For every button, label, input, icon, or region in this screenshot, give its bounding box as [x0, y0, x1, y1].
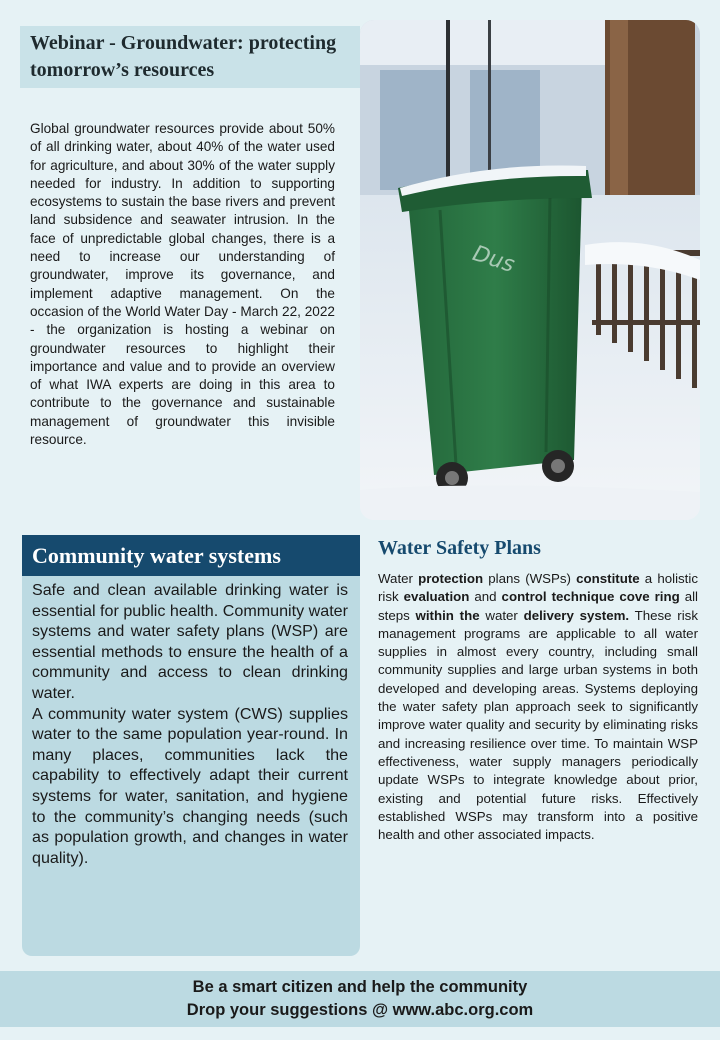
- wsp-run-bold: constitute: [576, 571, 640, 586]
- wsp-run: a holistic risk: [378, 571, 698, 605]
- community-body: [32, 580, 348, 868]
- wsp-run: water: [479, 607, 524, 623]
- footer-line-2: Drop your suggestions @ www.abc.org.com: [186, 1001, 534, 1019]
- webinar-body: Global groundwater resources provide about 50% of all drinking water, about 40% of the water used for agriculture, and about 30% of the water supply needed for industry. In addition to supporting ecosystems to sustain the base rivers and prevent land subsidence and seawater intrusion. In the face of unpredictable global changes, there is a need to increase our understanding of groundwater, improve its governance, and implement adaptive management. On the occasion of the World Water Day - March 22, 2022 - the organization is hosting a webinar on groundwater resources to highlight their importance and value and to provide an overview of what IWA experts are doing in this area to contribute to the governance and sustainable management of groundwater this invisible resource.: [30, 121, 335, 448]
- wsp-body: [378, 570, 698, 844]
- wsp-run-bold: delivery system.: [523, 607, 630, 623]
- wsp-run: These risk management programs are applicable to all water supplies in almost every country, including small community supplies and large urban systems in both developed and developing areas. Systems deploying the water safety plan approach seek to significantly improve water quality and security by eliminating risks and increasing resilience over time. To maintain WSP effectiveness, water supply managers periodically update WSPs to integrate knowledge about prior, existing and potential future risks. Effectively established WSPs may transform into a positive health and other associated impacts.: [378, 607, 698, 843]
- wsp-run: Water: [378, 571, 419, 586]
- community-title: Community water systems: [32, 543, 281, 568]
- wsp-run: all steps: [378, 589, 699, 623]
- webinar-title: Webinar - Groundwater: protecting tomorrow’s resources: [30, 32, 337, 81]
- footer-line-1: Be a smart citizen and help the community: [192, 978, 528, 996]
- wsp-title: Water Safety Plans: [378, 537, 541, 559]
- community-header: [22, 535, 360, 576]
- community-paragraph-1: Safe and clean available drinking water is essential for public health. Community water systems and water safety plans (WSP) are essential methods to ensure the health of a community and access to clean drinking water.: [32, 581, 348, 702]
- wsp-run: and: [469, 589, 502, 605]
- wsp-run-bold: protection: [418, 571, 484, 586]
- wsp-run: plans (WSPs): [483, 571, 577, 586]
- bin-graffiti: Dus: [469, 241, 518, 278]
- green-bin-photo: [360, 20, 700, 520]
- community-paragraph-2: A community water system (CWS) supplies water to the same population year-round. In many places, communities lack the capability to effectively adapt their current systems for water, sanitation, and hygiene to the community’s changing needs (such as population growth, and changes in water quality).: [32, 704, 348, 867]
- wsp-run-bold: evaluation: [403, 589, 470, 605]
- wsp-run-bold: control technique cove ring: [501, 589, 680, 605]
- footer-banner: [0, 971, 720, 1027]
- wsp-run-bold: within the: [415, 607, 480, 623]
